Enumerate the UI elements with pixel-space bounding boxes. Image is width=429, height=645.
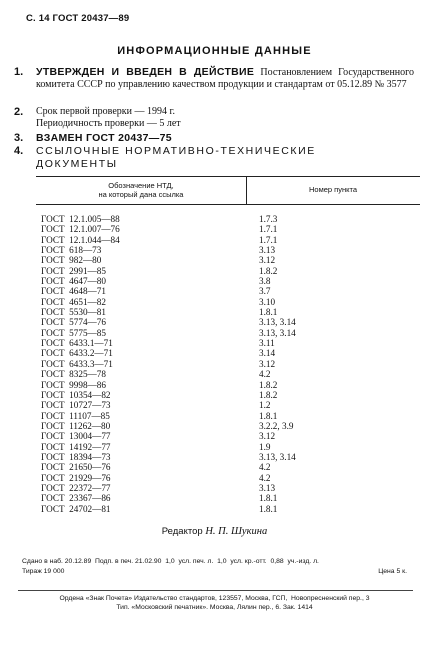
imprint-divider	[18, 590, 413, 591]
referenced-document: ГОСТ 4648—71	[41, 286, 106, 297]
clause-number: 3.12	[259, 255, 276, 266]
section-line: Периодичность проверки — 5 лет	[36, 118, 181, 129]
page-header: С. 14 ГОСТ 20437—89	[26, 13, 130, 24]
section-heading: ССЫЛОЧНЫЕ НОРМАТИВНО-ТЕХНИЧЕСКИЕ ДОКУМЕНТЫ	[36, 145, 316, 170]
clause-number: 1.8.2	[259, 265, 278, 276]
referenced-document: ГОСТ 6433.3—71	[41, 358, 113, 369]
clause-number: 1.7.3	[259, 214, 278, 224]
table-row	[36, 359, 420, 369]
referenced-document: ГОСТ 5530—81	[41, 307, 106, 318]
clause-number: 1.8.2	[259, 389, 278, 400]
referenced-document: ГОСТ 12.1.005—88	[41, 214, 120, 224]
table-body	[36, 214, 420, 514]
section-body	[36, 132, 414, 145]
table-row	[36, 255, 420, 265]
referenced-document: ГОСТ 18394—73	[41, 451, 111, 462]
clause-number: 1.9	[259, 441, 271, 452]
referenced-document: ГОСТ 5774—76	[41, 317, 106, 328]
section-number: 2.	[14, 106, 24, 118]
clause-number: 3.13, 3.14	[259, 451, 296, 462]
referenced-document: ГОСТ 22372—77	[41, 482, 111, 493]
table-row	[36, 224, 420, 234]
document-title: ИНФОРМАЦИОННЫЕ ДАННЫЕ	[117, 45, 312, 57]
table-row	[36, 462, 420, 472]
clause-number: 4.2	[259, 472, 271, 483]
clause-number: 1.7.1	[259, 224, 278, 235]
clause-number: 1.8.2	[259, 379, 278, 390]
table-row	[36, 504, 420, 514]
publisher-line: Ордена «Знак Почета» Издательство стандартов, 123557, Москва, ГСП, Новопресненский пер., 3	[59, 595, 370, 602]
table-row	[36, 338, 420, 348]
section-heading: УТВЕРЖДЕН И ВВЕДЕН В ДЕЙСТВИЕ	[36, 66, 255, 78]
imprint-block	[22, 557, 407, 577]
table-header-line: на который дана ссылка	[98, 190, 184, 199]
clause-number: 1.2	[259, 400, 271, 411]
clause-number: 4.2	[259, 369, 271, 380]
referenced-document: ГОСТ 618—73	[41, 245, 102, 256]
table-row	[36, 235, 420, 245]
table-header-clause: Номер пункта	[308, 185, 357, 194]
section-body	[36, 106, 414, 130]
referenced-document: ГОСТ 5775—85	[41, 327, 106, 338]
referenced-document: ГОСТ 10354—82	[41, 389, 111, 400]
clause-number: 3.8	[259, 276, 271, 287]
table-header-rule	[36, 204, 420, 205]
referenced-document: ГОСТ 10727—73	[41, 400, 111, 411]
table-row	[36, 245, 420, 255]
section-text: Постановлением Государственного комитета СССР по управлению качеством продукции и стандартам от 05.12.89 № 3577	[36, 67, 415, 90]
table-header-document	[36, 181, 246, 199]
referenced-document: ГОСТ 21650—76	[41, 462, 111, 473]
clause-number: 1.8.1	[259, 493, 278, 504]
table-row	[36, 369, 420, 379]
table-row	[36, 214, 420, 224]
clause-number: 3.13, 3.14	[259, 317, 296, 328]
table-row	[36, 493, 420, 503]
imprint-line: Сдано в наб. 20.12.89 Подп. в печ. 21.02.90 1,0 усл. печ. л. 1,0 усл. кр.-отт. 0,88 уч.-изд. л.	[22, 558, 319, 565]
clause-number: 1.8.1	[259, 307, 278, 318]
section-1	[14, 66, 414, 106]
publisher-block	[22, 594, 407, 614]
section-body	[36, 66, 414, 91]
table-row	[36, 473, 420, 483]
table-row	[36, 431, 420, 441]
section-line: Срок первой проверки — 1994 г.	[36, 106, 175, 117]
section-heading: ВЗАМЕН ГОСТ 20437—75	[36, 132, 172, 144]
section-3	[14, 132, 414, 146]
clause-number: 3.13	[259, 245, 276, 256]
table-row	[36, 452, 420, 462]
table-row	[36, 390, 420, 400]
section-number: 1.	[14, 66, 24, 78]
table-row	[36, 307, 420, 317]
referenced-document: ГОСТ 12.1.007—76	[41, 224, 120, 235]
referenced-document: ГОСТ 2991—85	[41, 265, 106, 276]
clause-number: 3.10	[259, 296, 276, 307]
clause-number: 3.12	[259, 358, 276, 369]
section-number: 4.	[14, 145, 24, 157]
table-row	[36, 483, 420, 493]
section-number: 3.	[14, 132, 24, 144]
clause-number: 3.13, 3.14	[259, 327, 296, 338]
clause-number: 3.14	[259, 348, 276, 359]
referenced-document: ГОСТ 24702—81	[41, 503, 111, 514]
table-row	[36, 421, 420, 431]
referenced-document: ГОСТ 4647—80	[41, 276, 106, 287]
referenced-document: ГОСТ 11107—85	[41, 410, 110, 421]
referenced-document: ГОСТ 23367—86	[41, 493, 111, 504]
table-row	[36, 400, 420, 410]
clause-number: 4.2	[259, 462, 271, 473]
referenced-document: ГОСТ 14192—77	[41, 441, 111, 452]
clause-number: 3.2.2, 3.9	[259, 420, 294, 431]
editor-label: Редактор	[161, 526, 206, 537]
printer-line: Тип. «Московский печатник». Москва, Лялин пер., 6. Зак. 1414	[116, 604, 313, 611]
table-row	[36, 317, 420, 327]
referenced-document: ГОСТ 6433.1—71	[41, 338, 113, 349]
table-row	[36, 276, 420, 286]
referenced-document: ГОСТ 8325—78	[41, 369, 106, 380]
table-row	[36, 380, 420, 390]
section-2	[14, 106, 414, 132]
clause-number: 3.12	[259, 431, 276, 442]
editor-name: Н. П. Шукина	[205, 526, 268, 537]
imprint-print-run: Тираж 19 000	[22, 568, 65, 575]
clause-number: 1.7.1	[259, 234, 278, 245]
clause-number: 1.8.1	[259, 410, 278, 421]
imprint-price: Цена 5 к.	[378, 568, 407, 575]
table-row	[36, 286, 420, 296]
section-4	[14, 145, 414, 173]
referenced-document: ГОСТ 13004—77	[41, 431, 111, 442]
referenced-document: ГОСТ 6433.2—71	[41, 348, 113, 359]
table-row	[36, 297, 420, 307]
table-row	[36, 442, 420, 452]
clause-number: 3.13	[259, 482, 276, 493]
table-row	[36, 348, 420, 358]
table-row	[36, 411, 420, 421]
clause-number: 3.11	[259, 338, 275, 349]
referenced-document: ГОСТ 9998—86	[41, 379, 106, 390]
referenced-document: ГОСТ 4651—82	[41, 296, 106, 307]
table-top-rule	[36, 176, 420, 177]
referenced-document: ГОСТ 11262—80	[41, 420, 111, 431]
referenced-document: ГОСТ 21929—76	[41, 472, 111, 483]
table-header-line: Обозначение НТД,	[108, 181, 174, 190]
table-row	[36, 328, 420, 338]
referenced-document: ГОСТ 12.1.044—84	[41, 234, 120, 245]
editor-credit	[0, 526, 429, 537]
table-row	[36, 266, 420, 276]
referenced-document: ГОСТ 982—80	[41, 255, 102, 266]
clause-number: 3.7	[259, 286, 271, 297]
clause-number: 1.8.1	[259, 503, 278, 514]
